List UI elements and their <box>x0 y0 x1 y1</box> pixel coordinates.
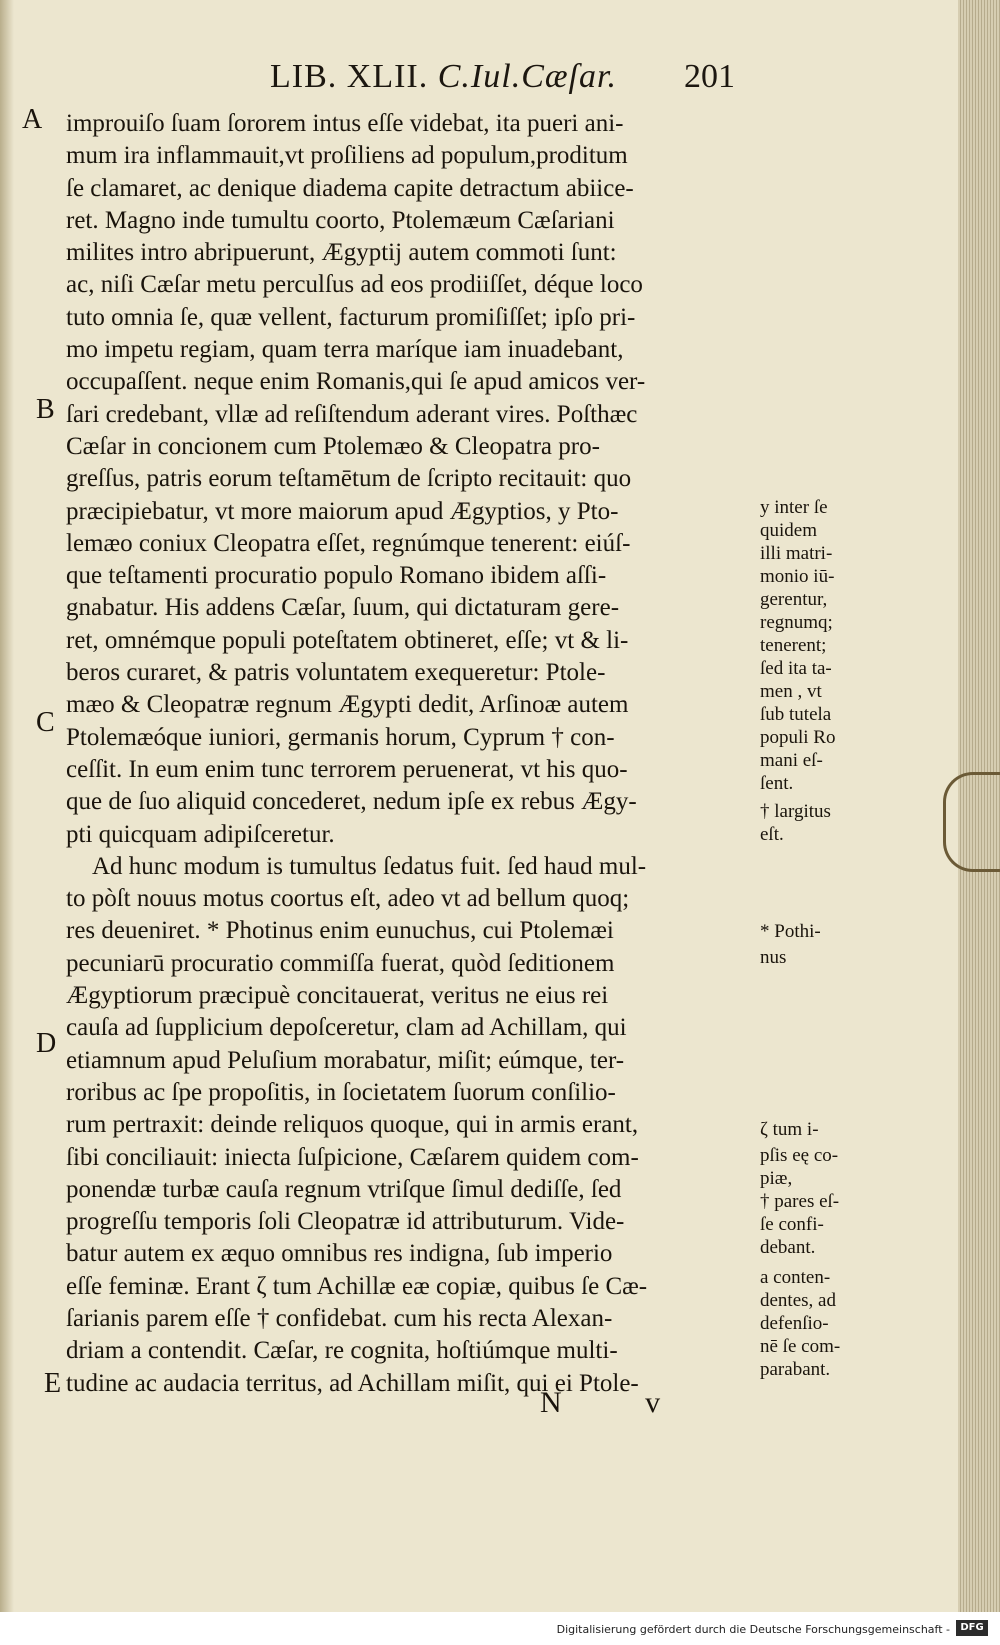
page-number: 201 <box>684 58 735 95</box>
text-line: etiamnum apud Peluſium morabatur, miſit; eúmque, ter- <box>66 1046 625 1074</box>
text-line: greſſus, patris eorum teſtamētum de ſcripto recitauit: quo <box>66 465 632 493</box>
margin-note: quidem <box>760 520 817 541</box>
text-line: præcipiebatur, vt more maiorum apud Ægyptios, y Pto- <box>66 497 619 525</box>
book-label: LIB. XLII. <box>270 58 429 95</box>
text-line: Ptolemæóque iuniori, germanis horum, Cyprum † con- <box>66 723 615 751</box>
margin-note: gerentur, <box>760 589 828 610</box>
text-line: improuiſo ſuam ſororem intus eſſe videbat, ita pueri ani- <box>66 110 624 137</box>
text-line: occupaſſent. neque enim Romanis,qui ſe apud amicos ver- <box>66 368 646 396</box>
text-line: cauſa ad ſupplicium depoſceretur, clam ad Achillam, qui <box>66 1014 627 1042</box>
text-line: pti quicquam adipiſceretur. <box>66 820 335 848</box>
margin-note: ſe confi- <box>760 1214 824 1235</box>
dfg-logo: DFG <box>956 1620 988 1636</box>
gutter-shadow <box>0 0 14 1612</box>
margin-note: men , vt <box>760 681 822 702</box>
text-line: ſari credebant, vllæ ad reſiſtendum aderant vires. Poſthæc <box>66 400 638 428</box>
text-line: mæo & Cleopatræ regnum Ægypti dedit, Arſinoæ autem <box>66 691 629 719</box>
margin-note: ζ tum i- <box>760 1119 819 1140</box>
text-line: to pòſt nouus motus coortus eſt, adeo vt ad bellum quoq; <box>66 885 630 913</box>
text-line: que de ſuo aliquid concederet, nedum ipſe ex rebus Ægy- <box>66 788 637 816</box>
margin-note: monio iū- <box>760 566 835 587</box>
text-line: ſe clamaret, ac denique diadema capite detractum abiice- <box>66 174 634 202</box>
margin-note: regnumq; <box>760 612 833 633</box>
text-line: Ægyptiorum præcipuè concitauerat, veritus ne eius rei <box>66 982 609 1010</box>
section-letter-a: A <box>22 104 43 135</box>
bookmark-ribbon <box>943 772 1000 872</box>
text-line: que teſtamenti procuratio populo Romano ibidem aſſi- <box>66 562 607 590</box>
footer-bar <box>0 1612 1000 1645</box>
text-line: ac, niſi Cæſar metu perculſus ad eos prodiiſſet, déque loco <box>66 271 643 299</box>
margin-note: parabant. <box>760 1359 831 1380</box>
text-line: batur autem ex æquo omnibus res indigna, ſub imperio <box>66 1240 613 1268</box>
text-line: roribus ac ſpe propoſitis, in ſocietatem ſuorum conſilio- <box>66 1078 616 1106</box>
text-line: ſibi conciliauit: iniecta ſuſpicione, Cæſarem quidem com- <box>66 1143 639 1171</box>
margin-note: piæ, <box>760 1168 793 1189</box>
author-label: C.Iul.Cæſar. <box>437 58 617 95</box>
section-letter-c: C <box>36 707 55 738</box>
text-line: ceſſit. In eum enim tunc terrorem peruenerat, vt his quo- <box>66 755 628 783</box>
body-text <box>66 108 756 1400</box>
margin-note: † largitus <box>760 801 831 822</box>
margin-note: illi matri- <box>760 543 833 564</box>
margin-note: dentes, ad <box>760 1290 836 1311</box>
text-line: rum pertraxit: deinde reliquos quoque, qui in armis erant, <box>66 1111 639 1139</box>
text-line: tudine ac audacia territus, ad Achillam miſit, qui ei Ptole- <box>66 1369 639 1397</box>
running-head <box>270 58 740 96</box>
section-letter-b: B <box>36 394 55 425</box>
text-line: progreſſu temporis ſoli Cleopatræ id attributurum. Vide- <box>66 1208 625 1236</box>
text-line: ſarianis parem eſſe † confidebat. cum his recta Alexan- <box>66 1304 613 1332</box>
text-line: tuto omnia ſe, quæ vellent, facturum promiſiſſet; ipſo pri- <box>66 303 636 331</box>
text-line: beros curaret, & patris voluntatem exequeretur: Ptole- <box>66 659 606 687</box>
margin-note: a conten- <box>760 1267 831 1288</box>
margin-note: nē ſe com- <box>760 1336 841 1357</box>
margin-note: pſis eę co- <box>760 1145 839 1166</box>
text-line: lemæo coniux Cleopatra eſſet, regnúmque tenerent: eiúſ- <box>66 529 631 557</box>
text-line: mo impetu regiam, quam terra maríque iam inuadebant, <box>66 336 624 364</box>
text-line: ret. Magno inde tumultu coorto, Ptolemæum Cæſariani <box>66 206 615 234</box>
margin-note: debant. <box>760 1237 816 1258</box>
text-line: ponendæ turbæ cauſa regnum vtriſque ſimul dediſſe, ſed <box>66 1175 622 1203</box>
text-line: pecuniarū procuratio commiſſa fuerat, quòd ſeditionem <box>66 949 615 977</box>
section-letter-e: E <box>44 1368 62 1399</box>
text-line: gnabatur. His addens Cæſar, ſuum, qui dictaturam gere- <box>66 594 620 622</box>
footer-credit: Digitalisierung gefördert durch die Deutsche Forschungsgemeinschaft - <box>556 1623 950 1636</box>
margin-note: populi Ro <box>760 727 836 748</box>
margin-note: eſt. <box>760 824 784 845</box>
margin-note: tenerent; <box>760 635 827 656</box>
text-line: driam a contendit. Cæſar, re cognita, hoſtiúmque multi- <box>66 1337 618 1365</box>
text-line: mum ira inflammauit,vt proſiliens ad populum,proditum <box>66 142 628 170</box>
margin-note: y inter ſe <box>760 497 828 518</box>
margin-note: * Pothi- <box>760 921 821 942</box>
text-line: Cæſar in concionem cum Ptolemæo & Cleopatra pro- <box>66 432 600 460</box>
margin-note: ſent. <box>760 773 794 794</box>
text-line: Ad hunc modum is tumultus ſedatus fuit. ſed haud mul- <box>92 852 647 880</box>
margin-note: mani eſ- <box>760 750 823 771</box>
text-line: milites intro abripuerunt, Ægyptij autem commoti ſunt: <box>66 239 617 267</box>
section-letter-d: D <box>36 1028 57 1059</box>
margin-note: defenſio- <box>760 1313 829 1334</box>
margin-note: † pares eſ- <box>760 1191 840 1212</box>
margin-note: ſed ita ta- <box>760 658 832 679</box>
margin-note: ſub tutela <box>760 704 832 725</box>
text-line: eſſe feminæ. Erant ζ tum Achillæ eæ copiæ, quibus ſe Cæ- <box>66 1272 648 1300</box>
text-line: ret, omnémque populi poteſtatem obtineret, eſſe; vt & li- <box>66 626 629 654</box>
margin-note: nus <box>760 947 787 968</box>
signature-mark: N v <box>540 1386 699 1419</box>
text-line: res deueniret. * Photinus enim eunuchus, cui Ptolemæi <box>66 917 614 945</box>
